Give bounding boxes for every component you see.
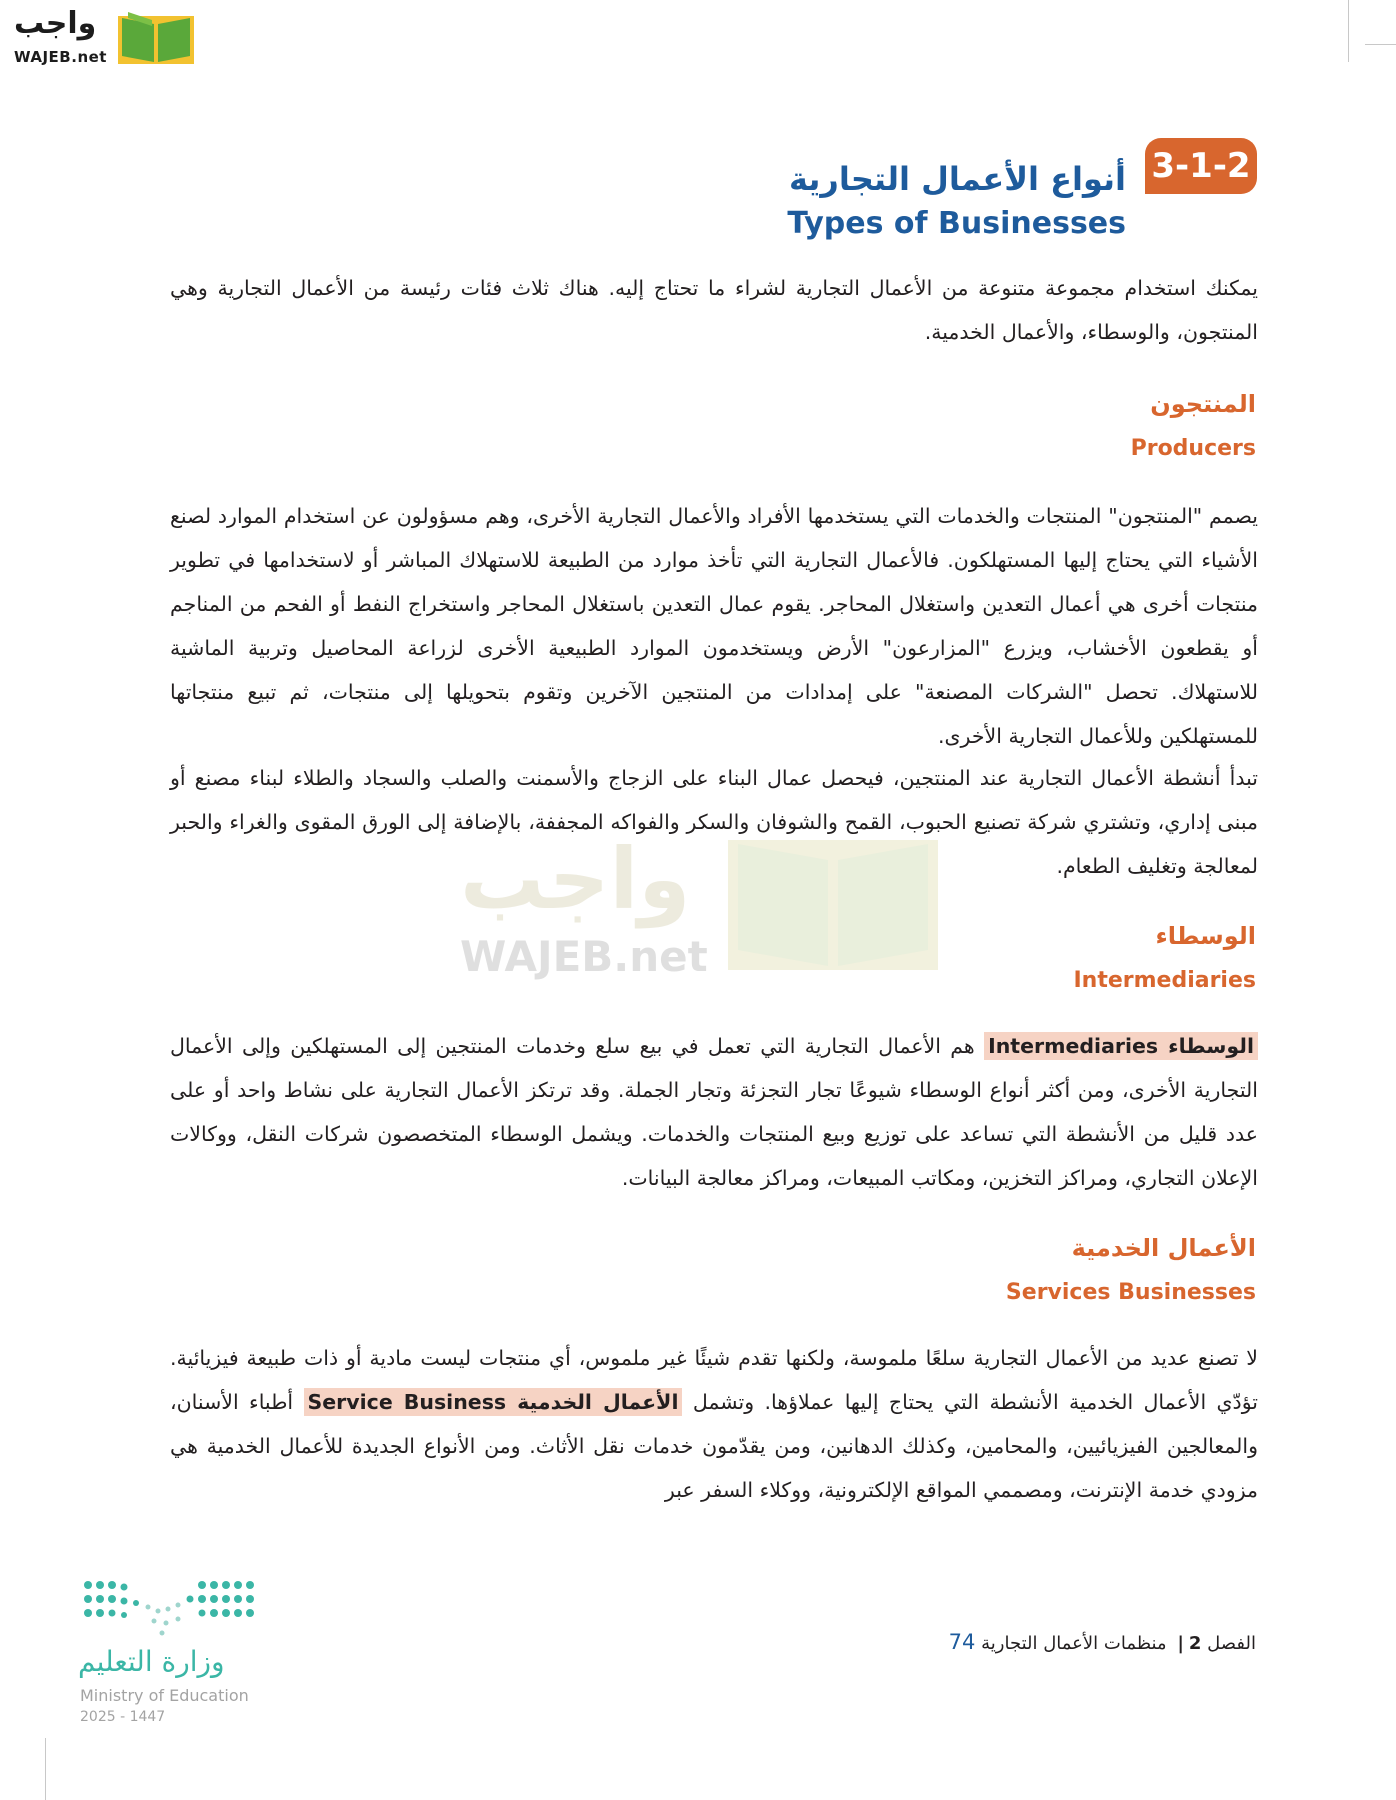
term-ar: الأعمال الخدمية [517,1390,679,1414]
crop-mark [45,1738,46,1800]
section-title-en: Types of Businesses [787,206,1126,241]
brand-name-en: WAJEB.net [14,48,107,66]
term-ar: الوسطاء [1168,1034,1254,1058]
ministry-logo [78,1575,278,1725]
intermediaries-heading-ar: الوسطاء [1155,922,1256,950]
ministry-name-en: Ministry of Education [80,1686,249,1705]
footer-separator: | [1177,1633,1184,1654]
chapter-label: الفصل [1207,1633,1256,1654]
services-heading-ar: الأعمال الخدمية [1071,1234,1256,1262]
brand-name-ar: واجب [14,6,97,41]
term-highlight [984,1032,1258,1060]
term-en: Service Business [307,1390,507,1414]
page-footer [935,1630,1256,1654]
producers-paragraph-1: يصمم "المنتجون" المنتجات والخدمات التي يستخدمها الأفراد والأعمال التجارية الأخرى، وهم مسؤولون عن استخدام الموارد لصنع الأشياء التي يحتاج إليها المستهلكون. فالأعمال التجارية التي تأخذ موارد من الطبيعة للاستهلاك المباشر أو لاستخدامها في تطوير منتجات أخرى هي أعمال التعدين واستغلال المحاجر. يقوم عمال التعدين باستغلال المحاجر واستخراج النفط أو الفحم من المناجم أو يقطعون الأخشاب، ويزرع "المزارعون" الأرض ويستخدمون الموارد الطبيعية الأخرى لزراعة المحاصيل وتربية الماشية للاستهلاك. تحصل "الشركات المصنعة" على إمدادات من المنتجين الآخرين وتقوم بتحويلها إلى منتجات، ثم تبيع منتجاتها للمستهلكين وللأعمال التجارية الأخرى. [170,504,1258,748]
intro-paragraph: يمكنك استخدام مجموعة متنوعة من الأعمال التجارية لشراء ما تحتاج إليه. هناك ثلاث فئات رئيسة من الأعمال التجارية وهي المنتجون، والوسطاء، والأعمال الخدمية. [170,276,1258,344]
ministry-year: 2025 - 1447 [80,1709,166,1725]
section-number-badge: 3-1-2 [1145,138,1257,194]
services-text-after: أطباء الأسنان، والمعالجين الفيزيائيين، والمحامين، وكذلك الدهانين، ومن يقدّمون خدمات نقل الأثاث. ومن الأنواع الجديدة للأعمال الخدمية هي مزودي خدمة الإنترنت، ومصممي المواقع الإلكترونية، ووكلاء السفر عبر [170,1390,1258,1502]
intermediaries-text: هم الأعمال التجارية التي تعمل في بيع سلع وخدمات المنتجين إلى المستهلكين وإلى الأعمال التجارية الأخرى، ومن أكثر أنواع الوسطاء شيوعًا تجار التجزئة وتجار الجملة. وقد ترتكز الأعمال التجارية على نشاط واحد أو على عدد قليل من الأنشطة التي تساعد على توزيع وبيع المنتجات والخدمات. ويشمل الوسطاء المتخصصون شركات النقل، ووكالات الإعلان التجاري، ومراكز التخزين، ومكاتب المبيعات، ومراكز معالجة البيانات. [170,1034,1258,1190]
services-text-before: لا تصنع عديد من الأعمال التجارية سلعًا ملموسة، ولكنها تقدم شيئًا غير ملموس، أي منتجات ليست مادية أو ذات طبيعة فيزيائية. تؤدّي الأعمال الخدمية الأنشطة التي يحتاج إليها عملاؤها. وتشمل [170,1346,1258,1414]
chapter-number: 2 [1188,1633,1202,1654]
watermark-en: WAJEB.net [460,932,708,981]
term-highlight [304,1388,683,1416]
book-icon [116,10,196,68]
services-paragraph [170,1336,1258,1512]
crop-mark [1348,0,1349,62]
watermark-ar: واجب [460,830,691,928]
section-title-ar: أنواع الأعمال التجارية [788,160,1126,198]
ministry-name-ar: وزارة التعليم [78,1645,225,1678]
brand-logo[interactable] [8,6,190,68]
intermediaries-heading-en: Intermediaries [1073,968,1256,993]
producers-paragraph-2: تبدأ أنشطة الأعمال التجارية عند المنتجين، فيحصل عمال البناء على الزجاج والأسمنت والصلب والسجاد والطلاء لبناء مصنع أو مبنى إداري، وتشتري شركة تصنيع الحبوب، القمح والشوفان والسكر والفواكه المجففة، بالإضافة إلى الورق المقوى والغراء والحبر لمعالجة وتغليف الطعام. [170,766,1258,878]
producers-heading-ar: المنتجون [1150,390,1256,418]
services-heading-en: Services Businesses [1005,1280,1256,1305]
crop-mark [1365,44,1396,45]
page-number: 74 [948,1630,976,1654]
intermediaries-paragraph [170,1024,1258,1200]
term-en: Intermediaries [988,1034,1159,1058]
producers-heading-en: Producers [1130,436,1256,461]
ministry-dots-icon [80,1575,260,1641]
chapter-title: منظمات الأعمال التجارية [981,1633,1167,1654]
